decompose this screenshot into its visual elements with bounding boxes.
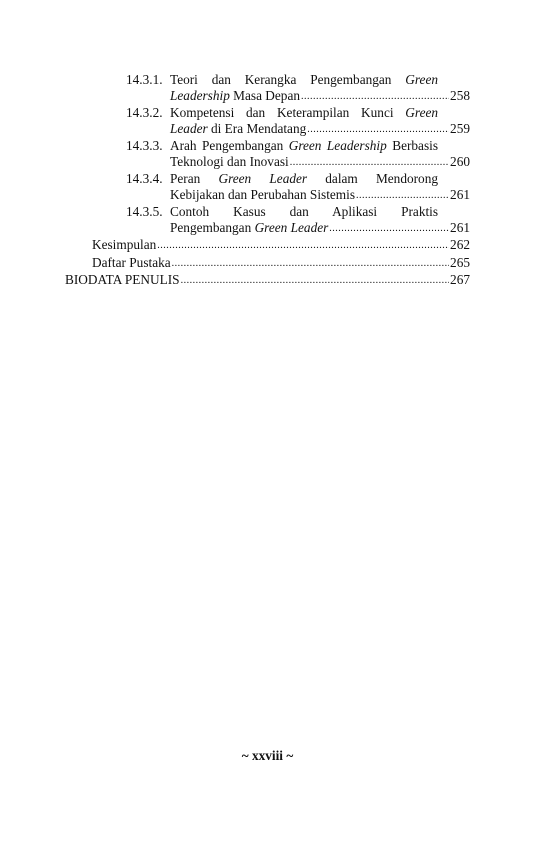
toc-entry-title-line1: Teori dan Kerangka Pengembangan Green [170, 72, 439, 87]
toc-entry-biodata-penulis[interactable] [65, 272, 470, 290]
toc-entry-number: 14.3.2. [126, 105, 163, 120]
toc-page-number: 259 [450, 120, 470, 136]
toc-entry-title-line2: Leadership Masa Depan ..... 258 [170, 88, 470, 106]
toc-entry-14-3-4[interactable] [126, 171, 470, 204]
table-of-contents [0, 72, 535, 290]
toc-entry-title: Kesimpulan [92, 237, 157, 252]
toc-entry-14-3-5[interactable] [126, 204, 470, 237]
toc-entry-number: 14.3.3. [126, 138, 163, 153]
toc-entry-title-line1: Arah Pengembangan Green Leadership Berbasis [170, 138, 438, 153]
toc-entry-title-line1: Contoh Kasus dan Aplikasi Praktis [170, 204, 439, 219]
toc-entry-title-line2: Kebijakan dan Perubahan Sistemis ..... 261 [170, 187, 470, 205]
toc-entry-number: 14.3.1. [126, 72, 163, 87]
toc-page-number: 261 [450, 186, 470, 202]
toc-page-number: 262 [450, 237, 470, 252]
toc-page-number: 265 [450, 254, 470, 270]
toc-entry-number: 14.3.5. [126, 204, 163, 219]
toc-entry-title-line2: Teknologi dan Inovasi ..... 260 [170, 154, 470, 172]
toc-entry-kesimpulan[interactable] [92, 237, 470, 255]
toc-entry-number: 14.3.4. [126, 171, 163, 186]
toc-entry-title: Daftar Pustaka [92, 254, 171, 270]
toc-entry-14-3-1[interactable] [126, 72, 470, 105]
leader-dots [172, 256, 449, 272]
leader-dots [157, 238, 449, 254]
toc-page-number: 267 [450, 272, 470, 287]
page-footer-number: ~ xxviii ~ [241, 748, 294, 763]
toc-entry-daftar-pustaka[interactable] [92, 255, 470, 273]
toc-entry-title-line2: Pengembangan Green Leader ..... 261 [170, 220, 470, 238]
toc-entry-title-line1: Kompetensi dan Keterampilan Kunci Green [170, 105, 439, 120]
leader-dots [290, 155, 449, 171]
toc-entry-title-line2: Leader di Era Mendatang ..... 259 [170, 121, 470, 139]
leader-dots [329, 221, 449, 237]
toc-entry-14-3-2[interactable] [126, 105, 470, 138]
leader-dots [301, 89, 449, 105]
toc-entry-title: BIODATA PENULIS [65, 272, 180, 287]
leader-dots [181, 273, 449, 289]
toc-page-number: 261 [450, 219, 470, 235]
toc-entry-14-3-3[interactable] [126, 138, 470, 171]
toc-page-number: 258 [450, 87, 470, 103]
toc-page-number: 260 [450, 153, 470, 169]
leader-dots [307, 122, 449, 138]
leader-dots [356, 188, 449, 204]
toc-entry-title-line1: Peran Green Leader dalam Mendorong [170, 171, 438, 186]
